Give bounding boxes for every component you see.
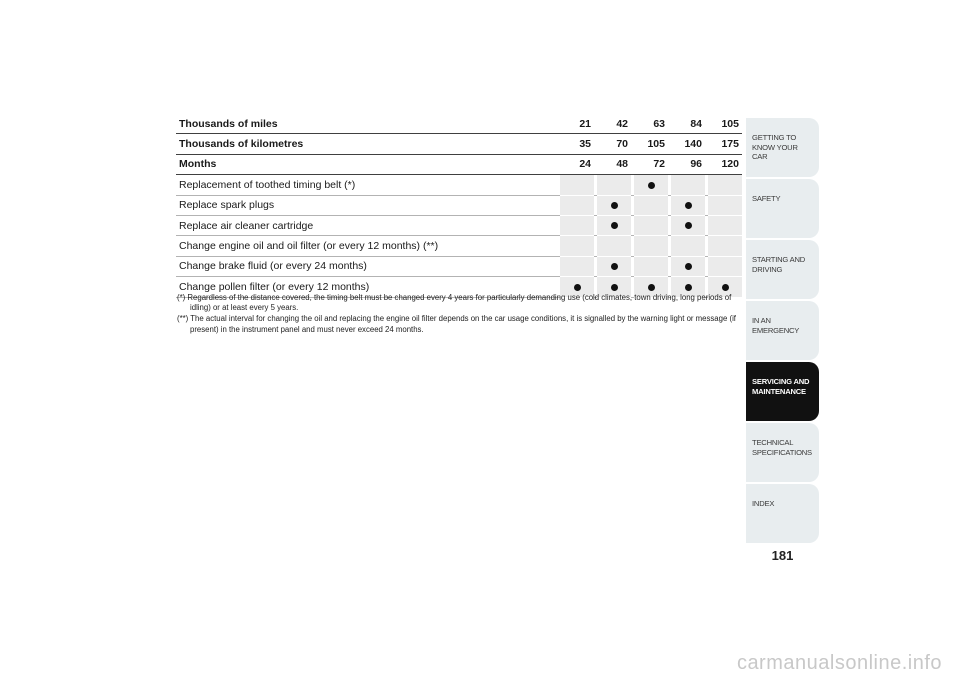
schedule-cell — [634, 215, 668, 235]
header-value: 35 — [560, 134, 594, 154]
service-label: Replace air cleaner cartridge — [176, 215, 552, 235]
schedule-cell — [560, 175, 594, 195]
service-due-dot-icon — [685, 222, 692, 229]
schedule-cell — [560, 236, 594, 256]
schedule-cell — [671, 175, 705, 195]
header-value: 42 — [597, 114, 631, 134]
service-due-dot-icon — [611, 222, 618, 229]
header-value: 105 — [708, 114, 742, 134]
service-label: Change brake fluid (or every 24 months) — [176, 256, 552, 276]
header-value: 105 — [634, 134, 668, 154]
footnote-engine-oil: (**) The actual interval for changing the oil and replacing the engine oil filter depends on the car usage conditions, it is signalled by the warning light or message (if present) in the instrument panel and must never exceed 24 months. — [177, 314, 736, 334]
schedule-cell — [597, 256, 631, 276]
schedule-cell — [560, 215, 594, 235]
schedule-cell — [671, 236, 705, 256]
header-value: 120 — [708, 154, 742, 174]
header-value: 63 — [634, 114, 668, 134]
tab-safety[interactable]: SAFETY — [746, 179, 819, 238]
schedule-cell — [597, 215, 631, 235]
table-row — [176, 175, 742, 195]
page-number: 181 — [771, 548, 794, 563]
spacer — [552, 195, 560, 215]
schedule-cell — [597, 236, 631, 256]
header-value: 72 — [634, 154, 668, 174]
schedule-cell — [597, 175, 631, 195]
header-value: 96 — [671, 154, 705, 174]
header-label: Thousands of kilometres — [176, 134, 552, 154]
tab-getting-to-know-your-car[interactable]: GETTING TO KNOW YOUR CAR — [746, 118, 819, 177]
spacer — [552, 215, 560, 235]
table-row — [176, 195, 742, 215]
schedule-cell — [708, 256, 742, 276]
service-label: Change engine oil and oil filter (or every 12 months) (**) — [176, 236, 552, 256]
schedule-cell — [634, 256, 668, 276]
header-value: 24 — [560, 154, 594, 174]
schedule-cell — [634, 175, 668, 195]
service-due-dot-icon — [611, 202, 618, 209]
service-label: Replace spark plugs — [176, 195, 552, 215]
spacer — [552, 256, 560, 276]
footnotes — [177, 293, 737, 336]
header-label: Thousands of miles — [176, 114, 552, 134]
schedule-cell — [634, 195, 668, 215]
header-value: 48 — [597, 154, 631, 174]
schedule-cell — [634, 236, 668, 256]
table-row — [176, 215, 742, 235]
schedule-cell — [560, 256, 594, 276]
spacer — [552, 154, 560, 174]
schedule-cell — [708, 175, 742, 195]
service-due-dot-icon — [685, 202, 692, 209]
service-label: Change pollen filter (or every 12 months) — [176, 277, 552, 297]
schedule-cell — [708, 236, 742, 256]
header-value: 21 — [560, 114, 594, 134]
schedule-cell — [597, 195, 631, 215]
schedule-cell — [708, 195, 742, 215]
header-label: Months — [176, 154, 552, 174]
service-due-dot-icon — [722, 284, 729, 291]
header-value: 70 — [597, 134, 631, 154]
tab-servicing-and-maintenance[interactable]: SERVICING AND MAINTENANCE — [746, 362, 819, 421]
chapter-tabs — [746, 118, 819, 545]
service-due-dot-icon — [611, 284, 618, 291]
service-label: Replacement of toothed timing belt (*) — [176, 175, 552, 195]
schedule-cell — [560, 195, 594, 215]
table-header-row — [176, 114, 742, 134]
schedule-cell — [671, 256, 705, 276]
spacer — [552, 114, 560, 134]
header-value: 84 — [671, 114, 705, 134]
tab-technical-specifications[interactable]: TECHNICAL SPECIFICATIONS — [746, 423, 819, 482]
service-due-dot-icon — [648, 284, 655, 291]
service-due-dot-icon — [574, 284, 581, 291]
spacer — [552, 236, 560, 256]
maintenance-schedule-table — [176, 114, 742, 298]
spacer — [552, 134, 560, 154]
watermark: carmanualsonline.info — [736, 652, 942, 674]
header-value: 140 — [671, 134, 705, 154]
tab-in-an-emergency[interactable]: IN AN EMERGENCY — [746, 301, 819, 360]
header-value: 175 — [708, 134, 742, 154]
table-header-row — [176, 154, 742, 174]
service-due-dot-icon — [648, 182, 655, 189]
schedule-cell — [671, 195, 705, 215]
service-due-dot-icon — [685, 284, 692, 291]
table-header-row — [176, 134, 742, 154]
tab-starting-and-driving[interactable]: STARTING AND DRIVING — [746, 240, 819, 299]
table-row — [176, 256, 742, 276]
schedule-cell — [708, 215, 742, 235]
spacer — [552, 175, 560, 195]
service-due-dot-icon — [611, 263, 618, 270]
service-due-dot-icon — [685, 263, 692, 270]
tab-index[interactable]: INDEX — [746, 484, 819, 543]
schedule-cell — [671, 215, 705, 235]
footnote-timing-belt: (*) Regardless of the distance covered, the timing belt must be changed every 4 years for particularly demanding use (cold climates, town driving, long periods of idling) or at least every 5 years. — [177, 293, 732, 313]
table-row — [176, 236, 742, 256]
